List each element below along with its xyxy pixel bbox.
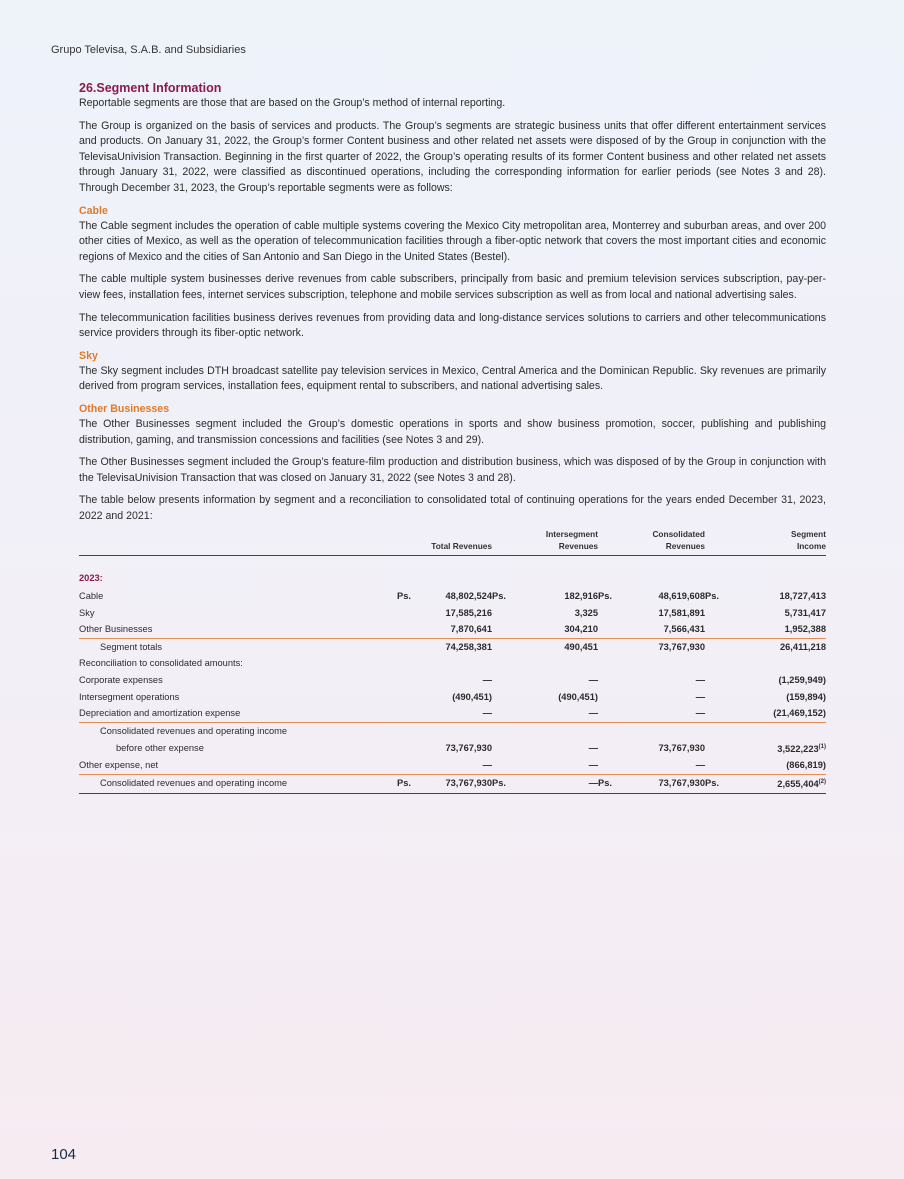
note-content <box>79 80 826 794</box>
consolidated-revenues-value: 73,767,930 <box>658 742 705 753</box>
currency-label: Ps. <box>598 590 612 601</box>
table-row-corporate-expenses <box>79 672 826 689</box>
sky-heading: Sky <box>79 349 98 362</box>
section-title: 26.Segment Information <box>79 81 222 95</box>
segment-income-value: 5,731,417 <box>784 607 826 618</box>
total-revenues-value: — <box>421 757 492 774</box>
row-label: Other Businesses <box>79 622 397 639</box>
row-label: Consolidated revenues and operating income <box>100 725 288 736</box>
segment-income-value: (1,259,949) <box>778 674 826 685</box>
segment-income-value: 18,727,413 <box>779 590 826 601</box>
total-revenues-value: 48,802,524 <box>445 590 492 601</box>
total-revenues-value: 17,585,216 <box>445 607 492 618</box>
row-label: Other expense, net <box>79 757 397 774</box>
currency-label: Ps. <box>397 775 421 794</box>
other-businesses-heading: Other Businesses <box>79 402 170 415</box>
currency-label: Ps. <box>705 590 719 601</box>
table-row-segment-totals <box>79 639 826 656</box>
sky-paragraph: The Sky segment includes DTH broadcast satellite pay television services in Mexico, Central America and the Dominican Republic. Sky revenues are primarily derived from program services, installation fees, equipment rental to subscribers, and national advertising sales. <box>79 364 826 393</box>
row-label: Depreciation and amortization expense <box>79 706 397 723</box>
header-intersegment-revenues: Intersegment Revenues <box>492 528 598 556</box>
intersegment-revenues-value: 304,210 <box>516 622 598 639</box>
segment-table <box>79 528 826 793</box>
currency-label: Ps. <box>598 775 622 794</box>
total-revenues-value: — <box>482 674 492 685</box>
row-label: before other expense <box>116 742 204 753</box>
intersegment-revenues-value: 490,451 <box>564 641 598 652</box>
header-consolidated-revenues: Consolidated Revenues <box>598 528 705 556</box>
table-row-consolidated-final <box>79 775 826 794</box>
header-segment-income: Segment Income <box>705 528 826 556</box>
table-intro-paragraph: The table below presents information by segment and a reconciliation to consolidated total of continuing operations for the years ended December 31, 2023, 2022 and 2021: <box>79 494 826 522</box>
table-row-other-businesses <box>79 622 826 639</box>
other-businesses-paragraph-2: The Other Businesses segment included the Group’s feature-film production and distribution business, which was disposed of by the Group in conjunction with the TelevisaUnivision Transaction that was closed on January 31, 2022 (see Notes 3 and 28). <box>79 456 826 484</box>
table-row-reconciliation <box>79 656 826 673</box>
segment-income-value: 2,655,404$^{(2)}$ <box>729 775 826 794</box>
intro-paragraph: Reportable segments are those that are based on the Group’s method of internal reporting. <box>79 97 506 109</box>
table-row-depreciation <box>79 706 826 723</box>
header-total-revenues: Total Revenues <box>397 528 492 556</box>
footnote-marker: (2) <box>818 779 826 785</box>
currency-label: Ps. <box>492 775 516 794</box>
total-revenues-value: 7,870,641 <box>421 622 492 639</box>
intersegment-revenues-value: — <box>516 775 598 794</box>
row-label: Sky <box>79 607 95 618</box>
row-label: Segment totals <box>100 641 163 652</box>
cable-paragraph-2: The cable multiple system businesses derive revenues from cable subscribers, principally from basic and premium television services subscription, pay-per-view fees, installation fees, internet services subscription, telephone and mobile services subscription as well as from local and national advertising sales. <box>79 273 826 301</box>
row-label: Cable <box>79 590 104 601</box>
intersegment-revenues-value: — <box>516 757 598 774</box>
intersegment-revenues-value: (490,451) <box>558 691 598 702</box>
table-row-intersegment-operations <box>79 689 826 706</box>
currency-label: Ps. <box>397 590 411 601</box>
currency-label: Ps. <box>705 775 729 794</box>
currency-label: Ps. <box>492 590 506 601</box>
other-businesses-paragraph-1: The Other Businesses segment included the Group’s domestic operations in sports and show business promotion, soccer, publishing and publishing distribution, gaming, and transmission concessions and facilities (see Notes 3 and 29). <box>79 417 826 446</box>
table-row-consolidated-before-other-label <box>79 723 826 740</box>
consolidated-revenues-value: 7,566,431 <box>622 622 705 639</box>
page-number: 104 <box>51 1146 77 1163</box>
organization-paragraph: The Group is organized on the basis of services and products. The Group’s segments are strategic business units that offer different entertainment services and products. On January 31, 2022, the Group’s former Content business and other related net assets were disposed of by the Group in conjunction with the TelevisaUnivision Transaction. Beginning in the first quarter of 2022, the Group’s operating results of its former Content business and other related net assets through January 31, 2022, were classified as discontinued operations, including the corresponding information for earlier periods (see Notes 3 and 28). Through December 31, 2023, the Group’s reportable segments were as follows: <box>79 119 826 194</box>
total-revenues-value: 74,258,381 <box>445 641 492 652</box>
segment-income-value: 3,522,223$^{(1)}$ <box>777 743 826 754</box>
table-header-row <box>79 528 826 556</box>
total-revenues-value: (490,451) <box>452 691 492 702</box>
footnote-marker: (1) <box>818 743 826 750</box>
row-label: Intersegment operations <box>79 691 180 702</box>
segment-income-value: (21,469,152) <box>729 706 826 723</box>
table-row-consolidated-before-other <box>79 740 826 758</box>
row-label: Reconciliation to consolidated amounts: <box>79 658 243 669</box>
cable-paragraph-1: The Cable segment includes the operation of cable multiple systems covering the Mexico City metropolitan area, Monterrey and suburban areas, and over 200 other cities of Mexico, as well as the operation of telecommunication facilities through a fiber-optic network that covers the most important cities and economic regions of Mexico and the cities of San Antonio and San Diego in the United States (Bestel). <box>79 219 826 263</box>
segment-income-value: 1,952,388 <box>729 622 826 639</box>
total-revenues-value: — <box>421 706 492 723</box>
year-row: 2023: <box>79 572 103 583</box>
table-row-sky <box>79 605 826 622</box>
intersegment-revenues-value: — <box>588 674 598 685</box>
consolidated-revenues-value: — <box>622 706 705 723</box>
consolidated-revenues-value: 48,619,608 <box>658 590 705 601</box>
segment-income-value: (866,819) <box>729 757 826 774</box>
segment-income-value: (159,894) <box>786 691 826 702</box>
consolidated-revenues-value: — <box>695 674 705 685</box>
consolidated-revenues-value: 17,581,891 <box>658 607 705 618</box>
row-label: Consolidated revenues and operating income <box>79 775 397 794</box>
total-revenues-value: 73,767,930 <box>445 742 492 753</box>
intersegment-revenues-value: — <box>516 706 598 723</box>
cable-heading: Cable <box>79 204 108 217</box>
intersegment-revenues-value: — <box>588 742 598 753</box>
intersegment-revenues-value: 182,916 <box>564 590 598 601</box>
consolidated-revenues-value: 73,767,930 <box>658 641 705 652</box>
segment-income-value: 26,411,218 <box>779 641 826 652</box>
cable-paragraph-3: The telecommunication facilities business derives revenues from providing data and long-distance services solutions to carriers and other telecommunications service providers through its fiber-optic network. <box>79 311 826 340</box>
table-row-cable <box>79 588 826 605</box>
row-label: Corporate expenses <box>79 674 163 685</box>
consolidated-revenues-value: — <box>695 691 705 702</box>
running-header: Grupo Televisa, S.A.B. and Subsidiaries <box>51 44 246 56</box>
intersegment-revenues-value: 3,325 <box>574 607 598 618</box>
consolidated-revenues-value: 73,767,930 <box>622 775 705 794</box>
total-revenues-value: 73,767,930 <box>421 775 492 794</box>
consolidated-revenues-value: — <box>622 757 705 774</box>
table-row-other-expense <box>79 757 826 774</box>
